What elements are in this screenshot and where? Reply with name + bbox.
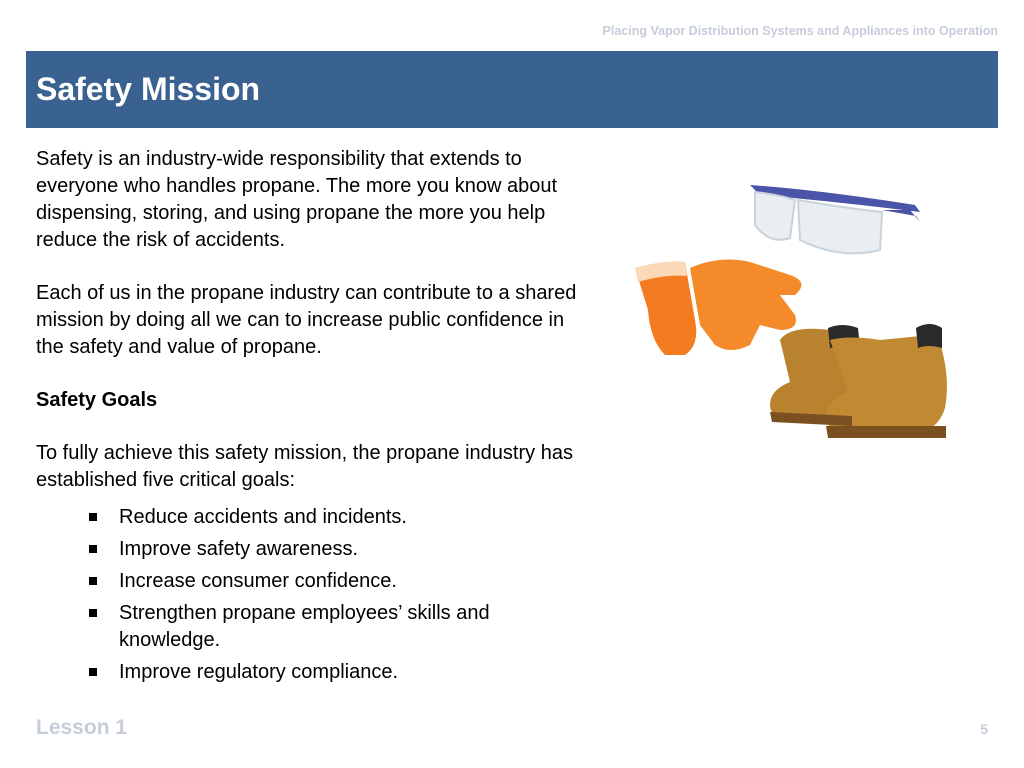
page-number: 5 bbox=[980, 721, 988, 737]
gloves-icon bbox=[635, 260, 801, 355]
list-item: Improve regulatory compliance. bbox=[119, 659, 559, 686]
list-item: Improve safety awareness. bbox=[119, 536, 559, 563]
work-boots-icon bbox=[770, 324, 947, 438]
body-text bbox=[36, 146, 596, 691]
bullet-icon bbox=[89, 513, 97, 521]
list-item: Strengthen propane employees’ skills and knowledge. bbox=[119, 600, 559, 654]
intro-paragraph: Safety is an industry-wide responsibility that extends to everyone who handles propane. The more you know about dispensing, storing, and using propane the more you help reduce the risk of accidents. bbox=[36, 148, 558, 251]
bullet-icon bbox=[89, 577, 97, 585]
list-item: Increase consumer confidence. bbox=[119, 568, 559, 595]
bullet-icon bbox=[89, 609, 97, 617]
list-item: Reduce accidents and incidents. bbox=[119, 504, 559, 531]
course-title: Placing Vapor Distribution Systems and Appliances into Operation bbox=[602, 24, 998, 38]
lesson-label: Lesson 1 bbox=[36, 716, 128, 739]
goals-list bbox=[36, 504, 559, 686]
title-bar bbox=[26, 51, 998, 128]
bullet-icon bbox=[89, 668, 97, 676]
goals-heading: Safety Goals bbox=[36, 389, 158, 411]
safety-glasses-icon bbox=[750, 185, 920, 253]
bullet-icon bbox=[89, 545, 97, 553]
slide-title: Safety Mission bbox=[36, 71, 261, 107]
mission-paragraph: Each of us in the propane industry can contribute to a shared mission by doing all we can to increase public confidence in the safety and value of propane. bbox=[36, 282, 577, 358]
safety-gear-image bbox=[620, 150, 960, 450]
goals-intro-paragraph: To fully achieve this safety mission, the propane industry has established five critical goals: bbox=[36, 442, 573, 491]
